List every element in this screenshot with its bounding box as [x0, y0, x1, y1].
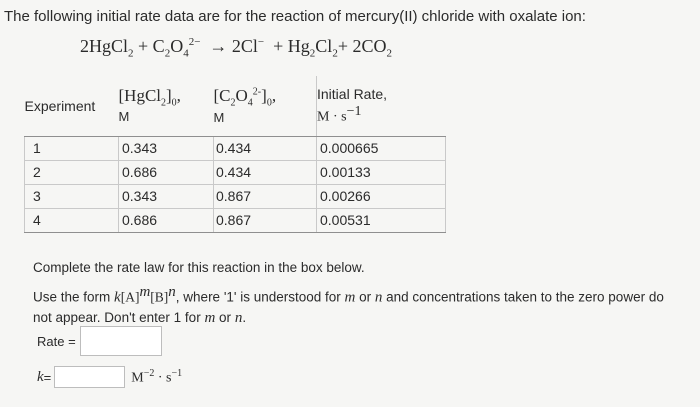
k-equals: =: [43, 369, 52, 385]
k-unit: $M^{-2} \cdot s^{-1}$: [131, 367, 183, 386]
cell-experiment: 2: [25, 160, 119, 184]
reaction-equation: 2HgCl$_2$ + $C_2O_4^{2-} \to 2Cl^- + Hg_2Cl_2+ 2CO_2$: [80, 36, 392, 60]
cell-rate: 0.000665: [317, 136, 446, 160]
cell-c2o4: 0.434: [214, 136, 317, 160]
cell-experiment: 1: [25, 136, 119, 160]
table-row: [25, 136, 446, 160]
header-initial-rate: Initial Rate, $M \cdot s^{-1}$: [317, 76, 446, 136]
rate-input[interactable]: [80, 326, 162, 356]
cell-c2o4: 0.434: [214, 160, 317, 184]
cell-rate: 0.00266: [317, 184, 446, 208]
cell-hgcl2: 0.686: [119, 160, 214, 184]
cell-rate: 0.00133: [317, 160, 446, 184]
cell-hgcl2: 0.343: [119, 136, 214, 160]
cell-c2o4: 0.867: [214, 184, 317, 208]
header-c2o4: $[C_2O_4^{2-}]_0$, M: [214, 76, 317, 136]
rate-label: Rate =: [37, 333, 76, 349]
cell-c2o4: 0.867: [214, 208, 317, 232]
table-row: [25, 208, 446, 232]
header-experiment: Experiment: [25, 76, 119, 136]
cell-experiment: 3: [25, 184, 119, 208]
cell-experiment: 4: [25, 208, 119, 232]
table-row: [25, 184, 446, 208]
table-header-row: [25, 76, 446, 136]
instructions: [33, 258, 693, 328]
instruction-line-3: not appear. Don't enter 1 for m or n.: [33, 309, 247, 326]
intro-text: The following initial rate data are for the reaction of mercury(II) chloride with oxalate ion:: [4, 8, 586, 25]
table-row: [25, 160, 446, 184]
cell-hgcl2: 0.343: [119, 184, 214, 208]
k-answer-row: [37, 366, 182, 388]
cell-rate: 0.00531: [317, 208, 446, 232]
header-hgcl2: $[HgCl_2]_0$, M: [119, 76, 214, 136]
cell-hgcl2: 0.686: [119, 208, 214, 232]
rate-data-table: [24, 76, 446, 233]
k-label: k: [37, 368, 44, 385]
rate-answer-row: [37, 326, 162, 356]
instruction-line-1: Complete the rate law for this reaction in the box below.: [33, 260, 365, 275]
instruction-line-2: Use the form $k[A]^m[B]^n$, where '1' is understood for m or n and concentrations taken to the zero power do: [33, 284, 664, 306]
k-input[interactable]: [54, 366, 125, 388]
